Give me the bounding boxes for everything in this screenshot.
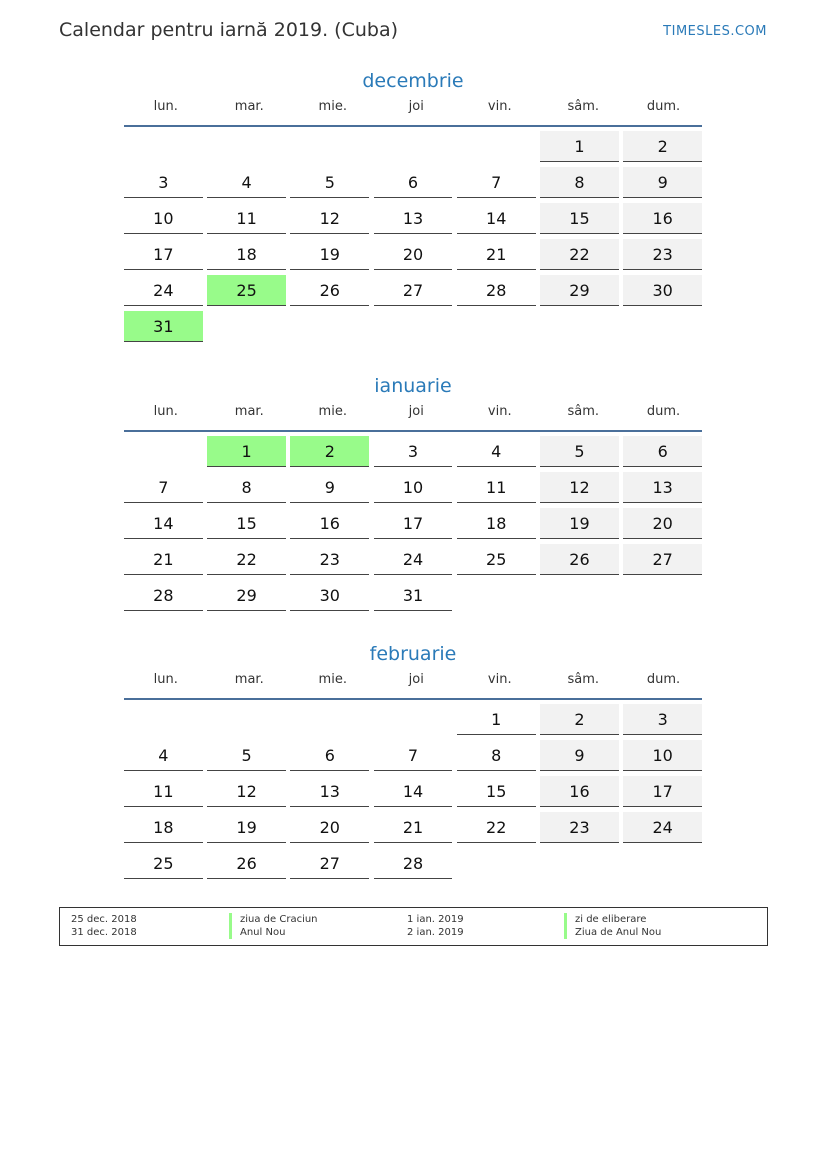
day-cell: 14 — [374, 776, 453, 807]
day-cell: 13 — [374, 203, 453, 234]
week-row — [124, 311, 702, 347]
day-cell: 11 — [207, 203, 286, 234]
weekday-label: joi — [408, 99, 424, 114]
empty-cell — [207, 131, 286, 162]
day-cell: 14 — [124, 508, 203, 539]
day-cell: 5 — [207, 740, 286, 771]
legend-date: 31 dec. 2018 — [71, 927, 137, 938]
month-name: decembrie — [362, 70, 464, 92]
empty-cell — [207, 704, 286, 735]
day-cell: 5 — [540, 436, 619, 467]
week-row — [124, 508, 702, 544]
day-cell: 17 — [374, 508, 453, 539]
day-cell: 17 — [623, 776, 702, 807]
day-cell: 14 — [457, 203, 536, 234]
weekday-label: dum. — [646, 404, 681, 419]
day-cell: 1 — [457, 704, 536, 735]
day-cell: 10 — [124, 203, 203, 234]
day-cell: 17 — [124, 239, 203, 270]
day-cell: 3 — [124, 167, 203, 198]
day-cell: 24 — [623, 812, 702, 843]
empty-cell — [374, 704, 453, 735]
day-cell: 12 — [207, 776, 286, 807]
empty-cell — [290, 311, 369, 342]
day-cell: 23 — [623, 239, 702, 270]
month-calendar — [124, 642, 702, 884]
day-cell: 19 — [207, 812, 286, 843]
day-cell: 27 — [623, 544, 702, 575]
day-cell: 11 — [124, 776, 203, 807]
day-cell: 20 — [290, 812, 369, 843]
day-cell: 25 — [124, 848, 203, 879]
day-cell: 7 — [124, 472, 203, 503]
day-cell: 16 — [623, 203, 702, 234]
weekday-label: lun. — [153, 404, 178, 419]
day-cell: 27 — [374, 275, 453, 306]
day-cell: 27 — [290, 848, 369, 879]
empty-cell — [623, 848, 702, 879]
day-cell: 8 — [540, 167, 619, 198]
empty-cell — [290, 704, 369, 735]
week-row — [124, 167, 702, 203]
day-cell: 15 — [457, 776, 536, 807]
week-row — [124, 472, 702, 508]
day-cell: 15 — [540, 203, 619, 234]
day-cell: 8 — [457, 740, 536, 771]
day-cell: 10 — [623, 740, 702, 771]
empty-cell — [374, 131, 453, 162]
weekday-label: dum. — [646, 99, 681, 114]
week-row — [124, 544, 702, 580]
day-cell: 10 — [374, 472, 453, 503]
day-cell: 29 — [207, 580, 286, 611]
day-cell: 22 — [457, 812, 536, 843]
week-row — [124, 239, 702, 275]
day-cell: 7 — [374, 740, 453, 771]
day-cell: 28 — [457, 275, 536, 306]
day-cell: 30 — [623, 275, 702, 306]
empty-cell — [623, 311, 702, 342]
empty-cell — [457, 131, 536, 162]
day-cell: 29 — [540, 275, 619, 306]
month-calendar — [124, 69, 702, 347]
month-calendar — [124, 374, 702, 616]
holiday-day-cell: 31 — [124, 311, 203, 342]
weekday-header — [124, 99, 702, 127]
day-cell: 30 — [290, 580, 369, 611]
legend-holiday-name: ziua de Craciun — [229, 913, 318, 926]
weekday-label: joi — [408, 404, 424, 419]
weekday-label: vin. — [487, 672, 512, 687]
day-cell: 6 — [374, 167, 453, 198]
day-cell: 22 — [540, 239, 619, 270]
empty-cell — [374, 311, 453, 342]
day-cell: 28 — [374, 848, 453, 879]
day-cell: 9 — [623, 167, 702, 198]
day-cell: 18 — [457, 508, 536, 539]
empty-cell — [290, 131, 369, 162]
empty-cell — [540, 848, 619, 879]
day-cell: 4 — [207, 167, 286, 198]
day-cell: 16 — [290, 508, 369, 539]
day-cell: 24 — [374, 544, 453, 575]
day-cell: 4 — [457, 436, 536, 467]
weekday-label: lun. — [153, 672, 178, 687]
week-row — [124, 275, 702, 311]
day-cell: 18 — [207, 239, 286, 270]
empty-cell — [457, 311, 536, 342]
day-cell: 26 — [540, 544, 619, 575]
brand-link[interactable]: TIMESLES.COM — [663, 24, 767, 39]
weekday-label: mie. — [318, 404, 347, 419]
weekday-label: sâm. — [567, 404, 600, 419]
weekday-label: joi — [408, 672, 424, 687]
weeks-grid — [124, 436, 702, 616]
page-title: Calendar pentru iarnă 2019. (Cuba) — [59, 19, 399, 41]
day-cell: 13 — [290, 776, 369, 807]
weekday-header — [124, 404, 702, 432]
day-cell: 18 — [124, 812, 203, 843]
day-cell: 3 — [623, 704, 702, 735]
day-cell: 8 — [207, 472, 286, 503]
day-cell: 24 — [124, 275, 203, 306]
weekday-label: mie. — [318, 99, 347, 114]
day-cell: 26 — [207, 848, 286, 879]
weekday-label: vin. — [487, 99, 512, 114]
week-row — [124, 436, 702, 472]
legend-holiday-name: Anul Nou — [229, 926, 285, 939]
weekday-header — [124, 672, 702, 700]
day-cell: 5 — [290, 167, 369, 198]
week-row — [124, 740, 702, 776]
weekday-label: sâm. — [567, 99, 600, 114]
weekday-label: mar. — [234, 672, 264, 687]
week-row — [124, 131, 702, 167]
day-cell: 13 — [623, 472, 702, 503]
day-cell: 19 — [290, 239, 369, 270]
week-row — [124, 580, 702, 616]
day-cell: 11 — [457, 472, 536, 503]
day-cell: 6 — [623, 436, 702, 467]
day-cell: 3 — [374, 436, 453, 467]
empty-cell — [457, 848, 536, 879]
week-row — [124, 776, 702, 812]
day-cell: 15 — [207, 508, 286, 539]
day-cell: 22 — [207, 544, 286, 575]
weekday-label: mar. — [234, 99, 264, 114]
legend-date: 1 ian. 2019 — [407, 914, 464, 925]
day-cell: 28 — [124, 580, 203, 611]
day-cell: 7 — [457, 167, 536, 198]
day-cell: 23 — [540, 812, 619, 843]
empty-cell — [623, 580, 702, 611]
day-cell: 20 — [623, 508, 702, 539]
weekday-label: lun. — [153, 99, 178, 114]
day-cell: 12 — [540, 472, 619, 503]
holiday-legend — [59, 907, 768, 946]
empty-cell — [207, 311, 286, 342]
empty-cell — [124, 436, 203, 467]
holiday-day-cell: 2 — [290, 436, 369, 467]
empty-cell — [124, 131, 203, 162]
weekday-label: mie. — [318, 672, 347, 687]
empty-cell — [124, 704, 203, 735]
day-cell: 23 — [290, 544, 369, 575]
week-row — [124, 203, 702, 239]
legend-date: 25 dec. 2018 — [71, 914, 137, 925]
weekday-label: sâm. — [567, 672, 600, 687]
day-cell: 19 — [540, 508, 619, 539]
empty-cell — [457, 580, 536, 611]
day-cell: 6 — [290, 740, 369, 771]
empty-cell — [540, 580, 619, 611]
day-cell: 21 — [374, 812, 453, 843]
day-cell: 2 — [623, 131, 702, 162]
holiday-day-cell: 1 — [207, 436, 286, 467]
day-cell: 16 — [540, 776, 619, 807]
empty-cell — [540, 311, 619, 342]
day-cell: 4 — [124, 740, 203, 771]
day-cell: 26 — [290, 275, 369, 306]
weeks-grid — [124, 704, 702, 884]
day-cell: 25 — [457, 544, 536, 575]
day-cell: 1 — [540, 131, 619, 162]
day-cell: 2 — [540, 704, 619, 735]
week-row — [124, 848, 702, 884]
day-cell: 21 — [457, 239, 536, 270]
weekday-label: mar. — [234, 404, 264, 419]
day-cell: 21 — [124, 544, 203, 575]
day-cell: 9 — [540, 740, 619, 771]
day-cell: 9 — [290, 472, 369, 503]
day-cell: 12 — [290, 203, 369, 234]
legend-holiday-name: Ziua de Anul Nou — [564, 926, 661, 939]
weekday-label: dum. — [646, 672, 681, 687]
day-cell: 20 — [374, 239, 453, 270]
legend-holiday-name: zi de eliberare — [564, 913, 646, 926]
legend-date: 2 ian. 2019 — [407, 927, 464, 938]
weeks-grid — [124, 131, 702, 347]
week-row — [124, 704, 702, 740]
month-name: februarie — [369, 643, 457, 665]
week-row — [124, 812, 702, 848]
month-name: ianuarie — [374, 375, 452, 397]
holiday-day-cell: 25 — [207, 275, 286, 306]
weekday-label: vin. — [487, 404, 512, 419]
day-cell: 31 — [374, 580, 453, 611]
